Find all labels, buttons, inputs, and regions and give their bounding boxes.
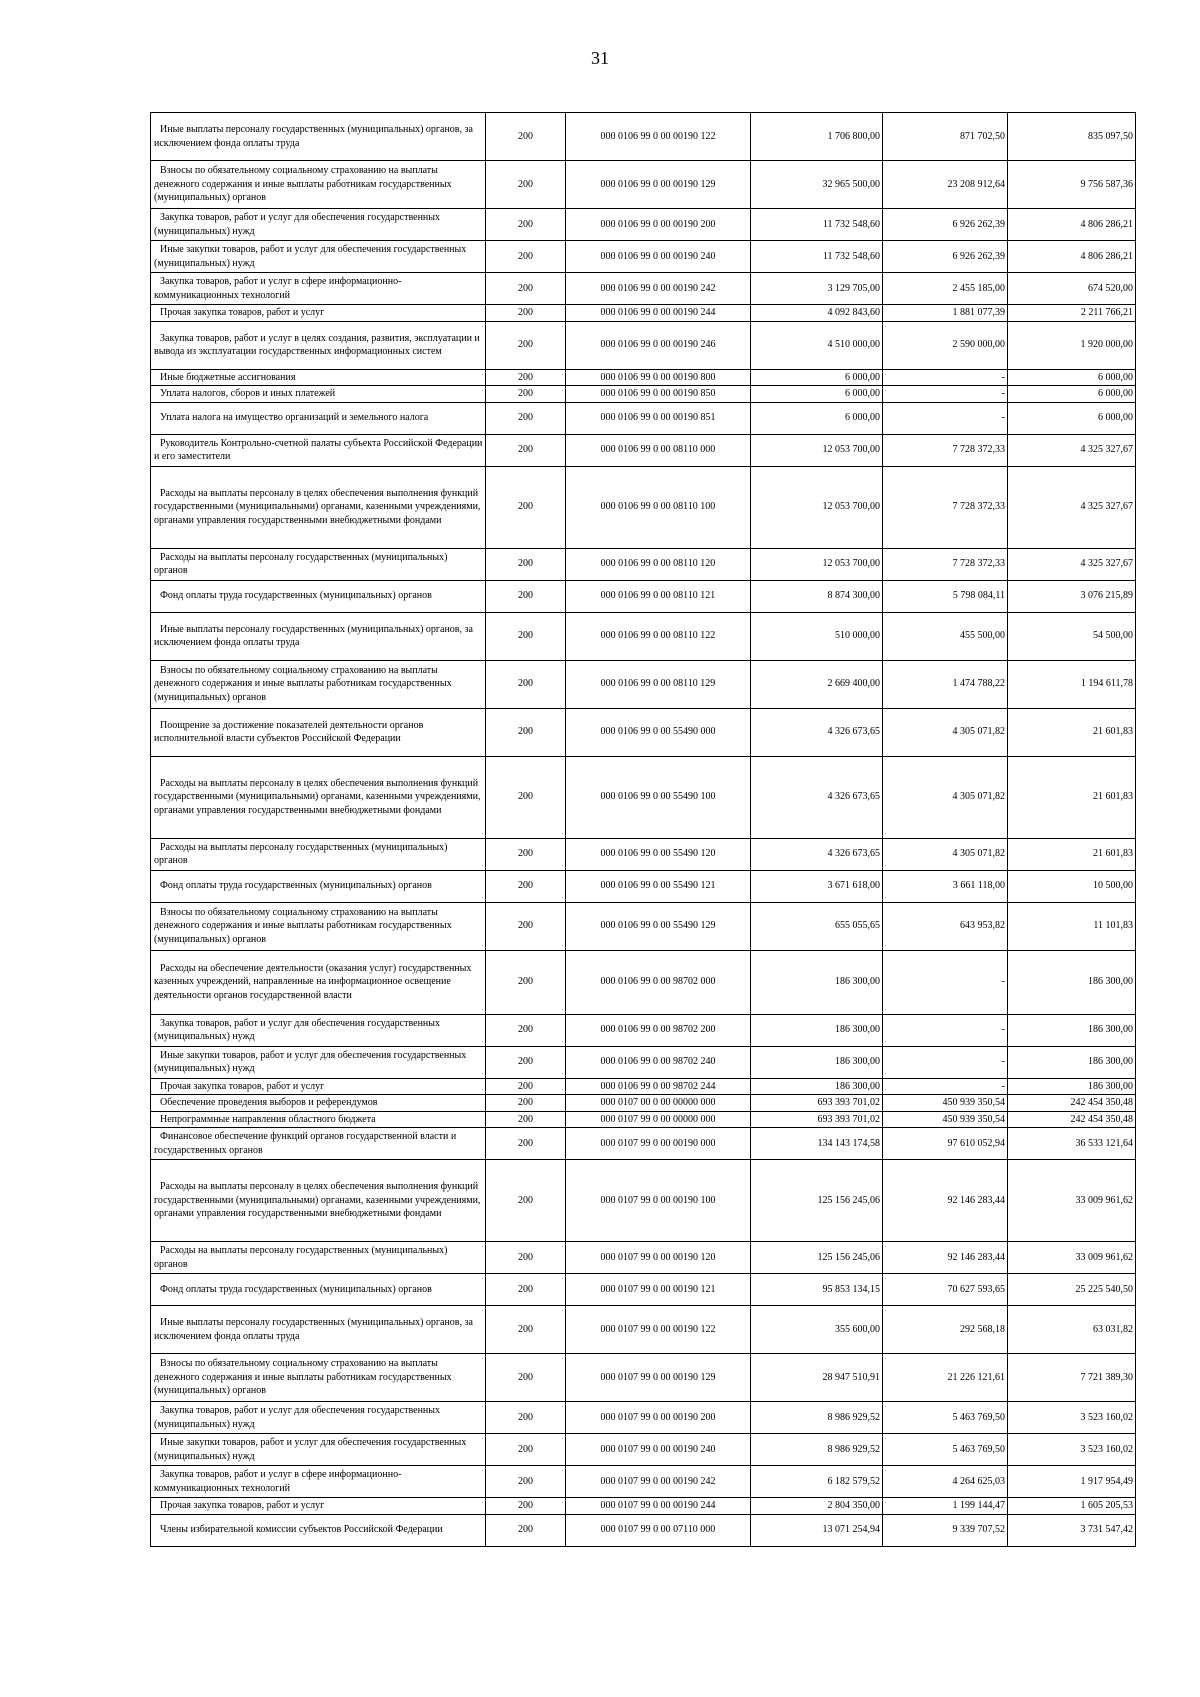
line-code-cell: 200 bbox=[486, 756, 566, 838]
executed-amount-cell: 871 702,50 bbox=[883, 113, 1008, 161]
budget-classification-code-cell: 000 0106 99 0 00 08110 120 bbox=[566, 548, 751, 580]
executed-amount-cell: 5 463 769,50 bbox=[883, 1434, 1008, 1466]
line-code-cell: 200 bbox=[486, 1242, 566, 1274]
line-code-cell: 200 bbox=[486, 1014, 566, 1046]
executed-amount-cell: - bbox=[883, 950, 1008, 1014]
budget-classification-code-cell: 000 0106 99 0 00 98702 244 bbox=[566, 1078, 751, 1095]
line-code-cell: 200 bbox=[486, 1354, 566, 1402]
executed-amount-cell: - bbox=[883, 1046, 1008, 1078]
unexecuted-amount-cell: 2 211 766,21 bbox=[1008, 305, 1136, 322]
approved-amount-cell: 4 510 000,00 bbox=[751, 321, 883, 369]
line-code-cell: 200 bbox=[486, 369, 566, 386]
expense-name-cell: Закупка товаров, работ и услуг для обеспечения государственных (муниципальных) нужд bbox=[151, 1402, 486, 1434]
expense-name-cell: Взносы по обязательному социальному страхованию на выплаты денежного содержания и иные выплаты работникам государственных (муниципальных) органов bbox=[151, 1354, 486, 1402]
executed-amount-cell: 23 208 912,64 bbox=[883, 161, 1008, 209]
approved-amount-cell: 125 156 245,06 bbox=[751, 1160, 883, 1242]
executed-amount-cell: 97 610 052,94 bbox=[883, 1128, 1008, 1160]
expense-name-cell: Закупка товаров, работ и услуг для обеспечения государственных (муниципальных) нужд bbox=[151, 1014, 486, 1046]
budget-classification-code-cell: 000 0106 99 0 00 98702 240 bbox=[566, 1046, 751, 1078]
budget-classification-code-cell: 000 0106 99 0 00 98702 200 bbox=[566, 1014, 751, 1046]
line-code-cell: 200 bbox=[486, 1402, 566, 1434]
budget-classification-code-cell: 000 0106 99 0 00 00190 240 bbox=[566, 241, 751, 273]
expense-name-cell: Иные выплаты персоналу государственных (муниципальных) органов, за исключением фонда оплаты труда bbox=[151, 1306, 486, 1354]
executed-amount-cell: 9 339 707,52 bbox=[883, 1514, 1008, 1546]
budget-classification-code-cell: 000 0106 99 0 00 00190 129 bbox=[566, 161, 751, 209]
line-code-cell: 200 bbox=[486, 708, 566, 756]
executed-amount-cell: 92 146 283,44 bbox=[883, 1160, 1008, 1242]
unexecuted-amount-cell: 835 097,50 bbox=[1008, 113, 1136, 161]
table-row bbox=[151, 660, 1136, 708]
expense-name-cell: Расходы на выплаты персоналу государственных (муниципальных) органов bbox=[151, 838, 486, 870]
approved-amount-cell: 2 669 400,00 bbox=[751, 660, 883, 708]
approved-amount-cell: 8 986 929,52 bbox=[751, 1402, 883, 1434]
approved-amount-cell: 186 300,00 bbox=[751, 1046, 883, 1078]
line-code-cell: 200 bbox=[486, 1046, 566, 1078]
unexecuted-amount-cell: 4 806 286,21 bbox=[1008, 209, 1136, 241]
executed-amount-cell: 5 798 084,11 bbox=[883, 580, 1008, 612]
budget-classification-code-cell: 000 0106 99 0 00 00190 850 bbox=[566, 386, 751, 403]
table-row bbox=[151, 1306, 1136, 1354]
budget-classification-code-cell: 000 0106 99 0 00 55490 100 bbox=[566, 756, 751, 838]
budget-classification-code-cell: 000 0106 99 0 00 55490 121 bbox=[566, 870, 751, 902]
table-row bbox=[151, 321, 1136, 369]
expense-name-cell: Руководитель Контрольно-счетной палаты субъекта Российской Федерации и его заместители bbox=[151, 434, 486, 466]
approved-amount-cell: 11 732 548,60 bbox=[751, 241, 883, 273]
approved-amount-cell: 186 300,00 bbox=[751, 1078, 883, 1095]
unexecuted-amount-cell: 63 031,82 bbox=[1008, 1306, 1136, 1354]
expense-name-cell: Прочая закупка товаров, работ и услуг bbox=[151, 305, 486, 322]
line-code-cell: 200 bbox=[486, 548, 566, 580]
unexecuted-amount-cell: 3 731 547,42 bbox=[1008, 1514, 1136, 1546]
expense-name-cell: Взносы по обязательному социальному страхованию на выплаты денежного содержания и иные выплаты работникам государственных (муниципальных) органов bbox=[151, 660, 486, 708]
expense-name-cell: Расходы на выплаты персоналу государственных (муниципальных) органов bbox=[151, 1242, 486, 1274]
executed-amount-cell: 1 881 077,39 bbox=[883, 305, 1008, 322]
line-code-cell: 200 bbox=[486, 305, 566, 322]
budget-classification-code-cell: 000 0107 99 0 00 00000 000 bbox=[566, 1111, 751, 1128]
executed-amount-cell: - bbox=[883, 369, 1008, 386]
table-row bbox=[151, 241, 1136, 273]
budget-classification-code-cell: 000 0107 99 0 00 00190 244 bbox=[566, 1498, 751, 1515]
executed-amount-cell: 450 939 350,54 bbox=[883, 1111, 1008, 1128]
table-row bbox=[151, 1498, 1136, 1515]
unexecuted-amount-cell: 33 009 961,62 bbox=[1008, 1242, 1136, 1274]
expense-name-cell: Иные закупки товаров, работ и услуг для обеспечения государственных (муниципальных) нужд bbox=[151, 1434, 486, 1466]
executed-amount-cell: 292 568,18 bbox=[883, 1306, 1008, 1354]
table-row bbox=[151, 434, 1136, 466]
unexecuted-amount-cell: 1 920 000,00 bbox=[1008, 321, 1136, 369]
budget-classification-code-cell: 000 0106 99 0 00 08110 100 bbox=[566, 466, 751, 548]
executed-amount-cell: 450 939 350,54 bbox=[883, 1095, 1008, 1112]
unexecuted-amount-cell: 6 000,00 bbox=[1008, 402, 1136, 434]
table-row bbox=[151, 870, 1136, 902]
expense-name-cell: Взносы по обязательному социальному страхованию на выплаты денежного содержания и иные выплаты работникам государственных (муниципальных) органов bbox=[151, 902, 486, 950]
expense-name-cell: Фонд оплаты труда государственных (муниципальных) органов bbox=[151, 580, 486, 612]
line-code-cell: 200 bbox=[486, 1434, 566, 1466]
line-code-cell: 200 bbox=[486, 273, 566, 305]
approved-amount-cell: 95 853 134,15 bbox=[751, 1274, 883, 1306]
budget-classification-code-cell: 000 0106 99 0 00 00190 242 bbox=[566, 273, 751, 305]
budget-classification-code-cell: 000 0107 99 0 00 00190 100 bbox=[566, 1160, 751, 1242]
table-row bbox=[151, 1160, 1136, 1242]
expense-name-cell: Фонд оплаты труда государственных (муниципальных) органов bbox=[151, 870, 486, 902]
approved-amount-cell: 8 986 929,52 bbox=[751, 1434, 883, 1466]
line-code-cell: 200 bbox=[486, 902, 566, 950]
executed-amount-cell: 643 953,82 bbox=[883, 902, 1008, 950]
approved-amount-cell: 6 000,00 bbox=[751, 386, 883, 403]
executed-amount-cell: - bbox=[883, 1014, 1008, 1046]
table-row bbox=[151, 1274, 1136, 1306]
executed-amount-cell: 7 728 372,33 bbox=[883, 434, 1008, 466]
table-row bbox=[151, 838, 1136, 870]
line-code-cell: 200 bbox=[486, 1160, 566, 1242]
expense-name-cell: Поощрение за достижение показателей деятельности органов исполнительной власти субъектов Российской Федерации bbox=[151, 708, 486, 756]
approved-amount-cell: 12 053 700,00 bbox=[751, 466, 883, 548]
approved-amount-cell: 4 092 843,60 bbox=[751, 305, 883, 322]
table-row bbox=[151, 1354, 1136, 1402]
approved-amount-cell: 186 300,00 bbox=[751, 1014, 883, 1046]
expense-name-cell: Расходы на выплаты персоналу в целях обеспечения выполнения функций государственными (муниципальными) органами, казенными учреждениями, органами управления государственными внебюджетными фондами bbox=[151, 1160, 486, 1242]
executed-amount-cell: 1 474 788,22 bbox=[883, 660, 1008, 708]
expense-name-cell: Взносы по обязательному социальному страхованию на выплаты денежного содержания и иные выплаты работникам государственных (муниципальных) органов bbox=[151, 161, 486, 209]
budget-classification-code-cell: 000 0107 99 0 00 00190 000 bbox=[566, 1128, 751, 1160]
approved-amount-cell: 134 143 174,58 bbox=[751, 1128, 883, 1160]
line-code-cell: 200 bbox=[486, 1466, 566, 1498]
line-code-cell: 200 bbox=[486, 838, 566, 870]
executed-amount-cell: 2 455 185,00 bbox=[883, 273, 1008, 305]
unexecuted-amount-cell: 33 009 961,62 bbox=[1008, 1160, 1136, 1242]
expense-name-cell: Расходы на выплаты персоналу в целях обеспечения выполнения функций государственными (муниципальными) органами, казенными учреждениями, органами управления государственными внебюджетными фондами bbox=[151, 466, 486, 548]
executed-amount-cell: 92 146 283,44 bbox=[883, 1242, 1008, 1274]
line-code-cell: 200 bbox=[486, 1095, 566, 1112]
unexecuted-amount-cell: 21 601,83 bbox=[1008, 708, 1136, 756]
approved-amount-cell: 4 326 673,65 bbox=[751, 708, 883, 756]
unexecuted-amount-cell: 4 325 327,67 bbox=[1008, 548, 1136, 580]
table-row bbox=[151, 1434, 1136, 1466]
approved-amount-cell: 3 129 705,00 bbox=[751, 273, 883, 305]
budget-classification-code-cell: 000 0106 99 0 00 00190 244 bbox=[566, 305, 751, 322]
executed-amount-cell: 4 305 071,82 bbox=[883, 838, 1008, 870]
line-code-cell: 200 bbox=[486, 402, 566, 434]
approved-amount-cell: 3 671 618,00 bbox=[751, 870, 883, 902]
unexecuted-amount-cell: 1 917 954,49 bbox=[1008, 1466, 1136, 1498]
line-code-cell: 200 bbox=[486, 870, 566, 902]
table-row bbox=[151, 612, 1136, 660]
budget-classification-code-cell: 000 0107 99 0 00 00190 120 bbox=[566, 1242, 751, 1274]
expense-name-cell: Закупка товаров, работ и услуг для обеспечения государственных (муниципальных) нужд bbox=[151, 209, 486, 241]
unexecuted-amount-cell: 9 756 587,36 bbox=[1008, 161, 1136, 209]
line-code-cell: 200 bbox=[486, 209, 566, 241]
table-row bbox=[151, 1402, 1136, 1434]
unexecuted-amount-cell: 36 533 121,64 bbox=[1008, 1128, 1136, 1160]
budget-classification-code-cell: 000 0106 99 0 00 98702 000 bbox=[566, 950, 751, 1014]
expense-name-cell: Фонд оплаты труда государственных (муниципальных) органов bbox=[151, 1274, 486, 1306]
expense-name-cell: Иные выплаты персоналу государственных (муниципальных) органов, за исключением фонда оплаты труда bbox=[151, 612, 486, 660]
table-row bbox=[151, 1095, 1136, 1112]
line-code-cell: 200 bbox=[486, 434, 566, 466]
approved-amount-cell: 13 071 254,94 bbox=[751, 1514, 883, 1546]
unexecuted-amount-cell: 3 523 160,02 bbox=[1008, 1434, 1136, 1466]
budget-classification-code-cell: 000 0107 00 0 00 00000 000 bbox=[566, 1095, 751, 1112]
approved-amount-cell: 4 326 673,65 bbox=[751, 756, 883, 838]
approved-amount-cell: 186 300,00 bbox=[751, 950, 883, 1014]
unexecuted-amount-cell: 21 601,83 bbox=[1008, 756, 1136, 838]
budget-classification-code-cell: 000 0106 99 0 00 55490 129 bbox=[566, 902, 751, 950]
executed-amount-cell: 70 627 593,65 bbox=[883, 1274, 1008, 1306]
budget-classification-code-cell: 000 0106 99 0 00 00190 246 bbox=[566, 321, 751, 369]
line-code-cell: 200 bbox=[486, 580, 566, 612]
executed-amount-cell: 455 500,00 bbox=[883, 612, 1008, 660]
line-code-cell: 200 bbox=[486, 612, 566, 660]
line-code-cell: 200 bbox=[486, 1514, 566, 1546]
table-body bbox=[151, 113, 1136, 1547]
table-row bbox=[151, 902, 1136, 950]
unexecuted-amount-cell: 674 520,00 bbox=[1008, 273, 1136, 305]
table-row bbox=[151, 1111, 1136, 1128]
budget-classification-code-cell: 000 0106 99 0 00 08110 122 bbox=[566, 612, 751, 660]
expense-name-cell: Иные выплаты персоналу государственных (муниципальных) органов, за исключением фонда оплаты труда bbox=[151, 113, 486, 161]
unexecuted-amount-cell: 7 721 389,30 bbox=[1008, 1354, 1136, 1402]
unexecuted-amount-cell: 186 300,00 bbox=[1008, 950, 1136, 1014]
approved-amount-cell: 6 000,00 bbox=[751, 402, 883, 434]
budget-classification-code-cell: 000 0107 99 0 00 00190 129 bbox=[566, 1354, 751, 1402]
expense-name-cell: Обеспечение проведения выборов и референдумов bbox=[151, 1095, 486, 1112]
executed-amount-cell: 7 728 372,33 bbox=[883, 548, 1008, 580]
approved-amount-cell: 32 965 500,00 bbox=[751, 161, 883, 209]
unexecuted-amount-cell: 186 300,00 bbox=[1008, 1078, 1136, 1095]
table-row bbox=[151, 1078, 1136, 1095]
table-row bbox=[151, 209, 1136, 241]
approved-amount-cell: 6 182 579,52 bbox=[751, 1466, 883, 1498]
unexecuted-amount-cell: 4 325 327,67 bbox=[1008, 434, 1136, 466]
line-code-cell: 200 bbox=[486, 950, 566, 1014]
unexecuted-amount-cell: 242 454 350,48 bbox=[1008, 1095, 1136, 1112]
approved-amount-cell: 510 000,00 bbox=[751, 612, 883, 660]
executed-amount-cell: 6 926 262,39 bbox=[883, 241, 1008, 273]
budget-classification-code-cell: 000 0107 99 0 00 00190 121 bbox=[566, 1274, 751, 1306]
line-code-cell: 200 bbox=[486, 386, 566, 403]
table-row bbox=[151, 1046, 1136, 1078]
approved-amount-cell: 8 874 300,00 bbox=[751, 580, 883, 612]
approved-amount-cell: 6 000,00 bbox=[751, 369, 883, 386]
budget-classification-code-cell: 000 0106 99 0 00 08110 000 bbox=[566, 434, 751, 466]
table-row bbox=[151, 1514, 1136, 1546]
budget-classification-code-cell: 000 0106 99 0 00 55490 120 bbox=[566, 838, 751, 870]
unexecuted-amount-cell: 11 101,83 bbox=[1008, 902, 1136, 950]
table-row bbox=[151, 580, 1136, 612]
table-row bbox=[151, 386, 1136, 403]
unexecuted-amount-cell: 6 000,00 bbox=[1008, 369, 1136, 386]
table-row bbox=[151, 708, 1136, 756]
table-row bbox=[151, 273, 1136, 305]
approved-amount-cell: 693 393 701,02 bbox=[751, 1095, 883, 1112]
line-code-cell: 200 bbox=[486, 113, 566, 161]
executed-amount-cell: - bbox=[883, 1078, 1008, 1095]
expense-name-cell: Уплата налогов, сборов и иных платежей bbox=[151, 386, 486, 403]
expense-name-cell: Прочая закупка товаров, работ и услуг bbox=[151, 1498, 486, 1515]
budget-classification-code-cell: 000 0106 99 0 00 08110 121 bbox=[566, 580, 751, 612]
executed-amount-cell: 4 305 071,82 bbox=[883, 756, 1008, 838]
budget-classification-code-cell: 000 0107 99 0 00 00190 240 bbox=[566, 1434, 751, 1466]
expense-name-cell: Расходы на обеспечение деятельности (оказания услуг) государственных казенных учреждений, направленные на информационное освещение деятельности органов государственной власти bbox=[151, 950, 486, 1014]
expense-name-cell: Финансовое обеспечение функций органов государственной власти и государственных органов bbox=[151, 1128, 486, 1160]
line-code-cell: 200 bbox=[486, 1306, 566, 1354]
budget-classification-code-cell: 000 0106 99 0 00 00190 851 bbox=[566, 402, 751, 434]
line-code-cell: 200 bbox=[486, 466, 566, 548]
budget-classification-code-cell: 000 0107 99 0 00 00190 122 bbox=[566, 1306, 751, 1354]
expense-name-cell: Прочая закупка товаров, работ и услуг bbox=[151, 1078, 486, 1095]
executed-amount-cell: 6 926 262,39 bbox=[883, 209, 1008, 241]
expense-name-cell: Иные закупки товаров, работ и услуг для обеспечения государственных (муниципальных) нужд bbox=[151, 1046, 486, 1078]
expense-name-cell: Иные бюджетные ассигнования bbox=[151, 369, 486, 386]
unexecuted-amount-cell: 21 601,83 bbox=[1008, 838, 1136, 870]
budget-classification-code-cell: 000 0106 99 0 00 00190 200 bbox=[566, 209, 751, 241]
unexecuted-amount-cell: 25 225 540,50 bbox=[1008, 1274, 1136, 1306]
expense-name-cell: Закупка товаров, работ и услуг в сфере информационно-коммуникационных технологий bbox=[151, 1466, 486, 1498]
table-row bbox=[151, 1466, 1136, 1498]
budget-classification-code-cell: 000 0106 99 0 00 00190 122 bbox=[566, 113, 751, 161]
unexecuted-amount-cell: 242 454 350,48 bbox=[1008, 1111, 1136, 1128]
executed-amount-cell: 21 226 121,61 bbox=[883, 1354, 1008, 1402]
line-code-cell: 200 bbox=[486, 321, 566, 369]
unexecuted-amount-cell: 186 300,00 bbox=[1008, 1046, 1136, 1078]
expense-name-cell: Закупка товаров, работ и услуг в сфере информационно-коммуникационных технологий bbox=[151, 273, 486, 305]
executed-amount-cell: - bbox=[883, 386, 1008, 403]
table-row bbox=[151, 548, 1136, 580]
executed-amount-cell: 4 305 071,82 bbox=[883, 708, 1008, 756]
approved-amount-cell: 12 053 700,00 bbox=[751, 434, 883, 466]
table-row bbox=[151, 1242, 1136, 1274]
line-code-cell: 200 bbox=[486, 1078, 566, 1095]
executed-amount-cell: 7 728 372,33 bbox=[883, 466, 1008, 548]
table-row bbox=[151, 161, 1136, 209]
executed-amount-cell: 5 463 769,50 bbox=[883, 1402, 1008, 1434]
executed-amount-cell: 2 590 000,00 bbox=[883, 321, 1008, 369]
line-code-cell: 200 bbox=[486, 1128, 566, 1160]
unexecuted-amount-cell: 4 806 286,21 bbox=[1008, 241, 1136, 273]
expense-name-cell: Уплата налога на имущество организаций и земельного налога bbox=[151, 402, 486, 434]
table-row bbox=[151, 305, 1136, 322]
budget-classification-code-cell: 000 0106 99 0 00 00190 800 bbox=[566, 369, 751, 386]
expense-name-cell: Расходы на выплаты персоналу в целях обеспечения выполнения функций государственными (муниципальными) органами, казенными учреждениями, органами управления государственными внебюджетными фондами bbox=[151, 756, 486, 838]
expense-name-cell: Закупка товаров, работ и услуг в целях создания, развития, эксплуатации и вывода из эксплуатации государственных информационных систем bbox=[151, 321, 486, 369]
budget-classification-code-cell: 000 0107 99 0 00 00190 242 bbox=[566, 1466, 751, 1498]
budget-classification-code-cell: 000 0106 99 0 00 08110 129 bbox=[566, 660, 751, 708]
table-row bbox=[151, 1014, 1136, 1046]
executed-amount-cell: 1 199 144,47 bbox=[883, 1498, 1008, 1515]
unexecuted-amount-cell: 4 325 327,67 bbox=[1008, 466, 1136, 548]
approved-amount-cell: 4 326 673,65 bbox=[751, 838, 883, 870]
approved-amount-cell: 655 055,65 bbox=[751, 902, 883, 950]
unexecuted-amount-cell: 1 194 611,78 bbox=[1008, 660, 1136, 708]
executed-amount-cell: 3 661 118,00 bbox=[883, 870, 1008, 902]
line-code-cell: 200 bbox=[486, 241, 566, 273]
line-code-cell: 200 bbox=[486, 1111, 566, 1128]
table-row bbox=[151, 402, 1136, 434]
approved-amount-cell: 125 156 245,06 bbox=[751, 1242, 883, 1274]
line-code-cell: 200 bbox=[486, 161, 566, 209]
approved-amount-cell: 355 600,00 bbox=[751, 1306, 883, 1354]
table-row bbox=[151, 466, 1136, 548]
expense-name-cell: Иные закупки товаров, работ и услуг для обеспечения государственных (муниципальных) нужд bbox=[151, 241, 486, 273]
approved-amount-cell: 12 053 700,00 bbox=[751, 548, 883, 580]
table-row bbox=[151, 1128, 1136, 1160]
line-code-cell: 200 bbox=[486, 660, 566, 708]
unexecuted-amount-cell: 54 500,00 bbox=[1008, 612, 1136, 660]
unexecuted-amount-cell: 10 500,00 bbox=[1008, 870, 1136, 902]
table-row bbox=[151, 950, 1136, 1014]
approved-amount-cell: 28 947 510,91 bbox=[751, 1354, 883, 1402]
expense-name-cell: Непрограммные направления областного бюджета bbox=[151, 1111, 486, 1128]
table-row bbox=[151, 756, 1136, 838]
unexecuted-amount-cell: 186 300,00 bbox=[1008, 1014, 1136, 1046]
expense-name-cell: Члены избирательной комиссии субъектов Российской Федерации bbox=[151, 1514, 486, 1546]
line-code-cell: 200 bbox=[486, 1498, 566, 1515]
table-row bbox=[151, 113, 1136, 161]
approved-amount-cell: 2 804 350,00 bbox=[751, 1498, 883, 1515]
executed-amount-cell: - bbox=[883, 402, 1008, 434]
unexecuted-amount-cell: 3 076 215,89 bbox=[1008, 580, 1136, 612]
budget-classification-code-cell: 000 0107 99 0 00 00190 200 bbox=[566, 1402, 751, 1434]
table-row bbox=[151, 369, 1136, 386]
approved-amount-cell: 11 732 548,60 bbox=[751, 209, 883, 241]
expense-name-cell: Расходы на выплаты персоналу государственных (муниципальных) органов bbox=[151, 548, 486, 580]
page-number: 31 bbox=[591, 48, 609, 68]
unexecuted-amount-cell: 6 000,00 bbox=[1008, 386, 1136, 403]
approved-amount-cell: 693 393 701,02 bbox=[751, 1111, 883, 1128]
budget-classification-code-cell: 000 0107 99 0 00 07110 000 bbox=[566, 1514, 751, 1546]
executed-amount-cell: 4 264 625,03 bbox=[883, 1466, 1008, 1498]
budget-classification-code-cell: 000 0106 99 0 00 55490 000 bbox=[566, 708, 751, 756]
approved-amount-cell: 1 706 800,00 bbox=[751, 113, 883, 161]
unexecuted-amount-cell: 1 605 205,53 bbox=[1008, 1498, 1136, 1515]
unexecuted-amount-cell: 3 523 160,02 bbox=[1008, 1402, 1136, 1434]
line-code-cell: 200 bbox=[486, 1274, 566, 1306]
budget-execution-table bbox=[150, 112, 1136, 1547]
